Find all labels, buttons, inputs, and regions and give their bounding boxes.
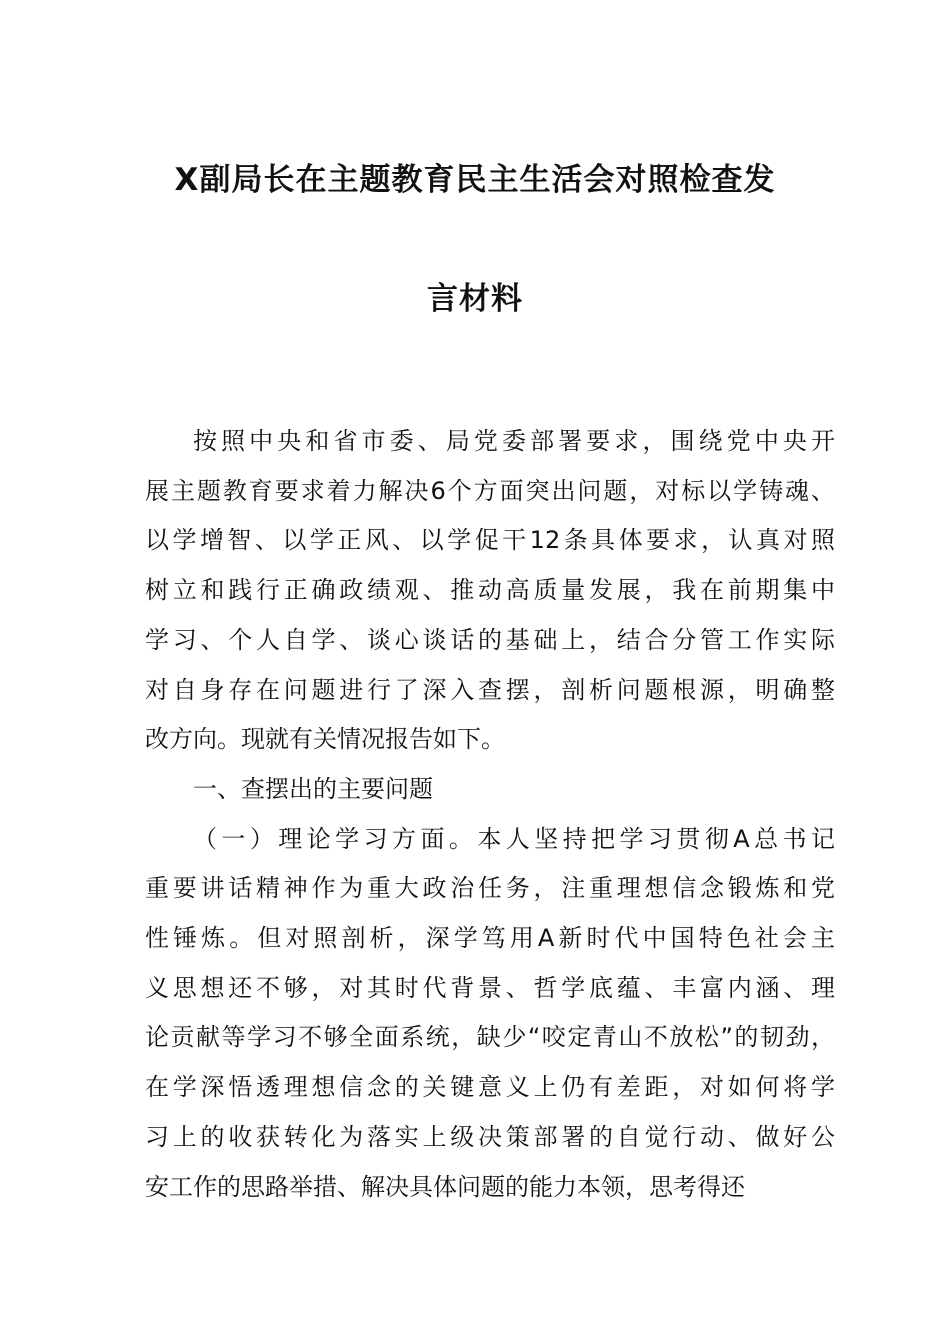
paragraph-line: 重要讲话精神作为重大政治任务，注重理想信念锻炼和党 (145, 874, 835, 903)
paragraph-line: 展主题教育要求着力解决6个方面突出问题，对标以学铸魂、 (145, 476, 835, 505)
paragraph-line: 对自身存在问题进行了深入查摆，剖析问题根源，明确整 (145, 675, 835, 704)
paragraph-line: 按照中央和省市委、局党委部署要求，围绕党中央开 (193, 427, 835, 455)
paragraph-line: 学习、个人自学、谈心谈话的基础上，结合分管工作实际 (145, 625, 835, 654)
paragraph-line: 习上的收获转化为落实上级决策部署的自觉行动、做好公 (145, 1122, 835, 1151)
paragraph-line: 论贡献等学习不够全面系统，缺少“咬定青山不放松”的韧劲， (145, 1023, 835, 1052)
paragraph-line: 以学增智、以学正风、以学促干12条具体要求，认真对照 (145, 526, 835, 555)
paragraph-line: 安工作的思路举措、解决具体问题的能力本领，思考得还 (145, 1172, 745, 1201)
paragraph-line: 在学深悟透理想信念的关键意义上仍有差距，对如何将学 (145, 1073, 835, 1102)
section-heading-line: 一、查摆出的主要问题 (193, 774, 433, 803)
paragraph-line: 义思想还不够，对其时代背景、哲学底蕴、丰富内涵、理 (145, 973, 835, 1002)
paragraph-line: 性锤炼。但对照剖析，深学笃用A新时代中国特色社会主 (145, 924, 835, 952)
document-title-line-1: X副局长在主题教育民主生活会对照检查发 (174, 162, 776, 198)
document-title-line-2: 言材料 (427, 281, 523, 317)
paragraph-line: （一）理论学习方面。本人坚持把学习贯彻A总书记 (193, 824, 835, 853)
paragraph-line: 改方向。现就有关情况报告如下。 (145, 725, 505, 754)
paragraph-line: 树立和践行正确政绩观、推动高质量发展，我在前期集中 (145, 576, 835, 605)
